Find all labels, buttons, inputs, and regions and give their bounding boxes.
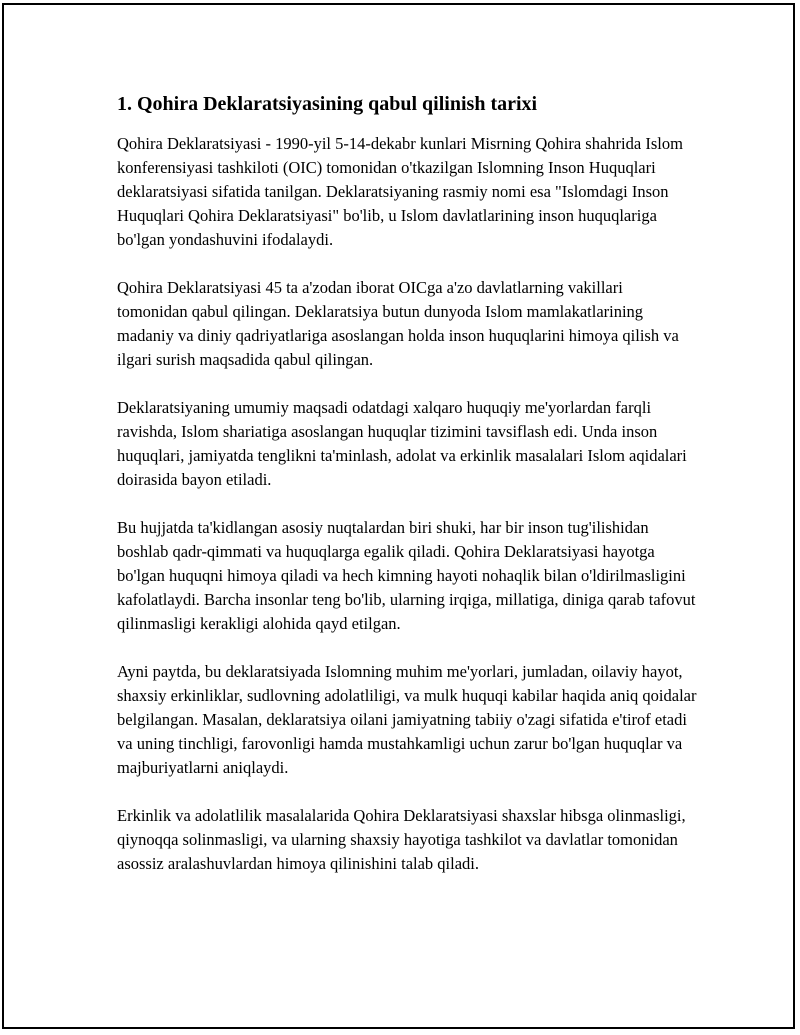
paragraph-6: Erkinlik va adolatlilik masalalarida Qohira Deklaratsiyasi shaxslar hibsga olinmasligi, qiynoqqa solinmasligi, va ularning shaxsiy hayotiga tashkilot va davlatlar tomonidan asossiz aralashuvlardan himoya qilinishini talab qiladi. xyxy=(117,806,686,873)
paragraph-5: Ayni paytda, bu deklaratsiyada Islomning muhim me'yorlari, jumladan, oilaviy hayot, shaxsiy erkinliklar, sudlovning adolatliligi, va mulk huquqi kabilar haqida aniq qoidalar belgilangan. Masalan, deklaratsiya oilani jamiyatning tabiiy o'zagi sifatida e'tirof etadi va uning tinchligi, farovonligi hamda mustahkamligi uchun zarur bo'lgan huquqlar va majburiyatlarni aniqlaydi. xyxy=(117,662,697,777)
paragraph-3: Deklaratsiyaning umumiy maqsadi odatdagi xalqaro huquqiy me'yorlardan farqli ravishda, Islom shariatiga asoslangan huquqlar tizimini tavsiflash edi. Unda inson huquqlari, jamiyatda tenglikni ta'minlash, adolat va erkinlik masalalari Islom aqidalari doirasida bayon etiladi. xyxy=(117,398,687,489)
document-body xyxy=(117,91,697,900)
paragraph-2: Qohira Deklaratsiyasi 45 ta a'zodan iborat OICga a'zo davlatlarning vakillari tomonidan qabul qilingan. Deklaratsiya butun dunyoda Islom mamlakatlarining madaniy va diniy qadriyatlariga asoslangan holda inson huquqlarini himoya qilish va ilgari surish maqsadida qabul qilingan. xyxy=(117,278,679,369)
section-heading: 1. Qohira Deklaratsiyasining qabul qilinish tarixi xyxy=(117,93,538,115)
paragraph-4: Bu hujjatda ta'kidlangan asosiy nuqtalardan biri shuki, har bir inson tug'ilishidan boshlab qadr-qimmati va huquqlarga egalik qiladi. Qohira Deklaratsiyasi hayotga bo'lgan huquqni himoya qiladi va hech kimning hayoti nohaqlik bilan o'ldirilmasligini kafolatlaydi. Barcha insonlar teng bo'lib, ularning irqiga, millatiga, diniga qarab tafovut qilinmasligi kerakligi alohida qayd etilgan. xyxy=(117,518,696,633)
paragraph-1: Qohira Deklaratsiyasi - 1990-yil 5-14-dekabr kunlari Misrning Qohira shahrida Islom konferensiyasi tashkiloti (OIC) tomonidan o'tkazilgan Islomning Inson Huquqlari deklaratsiyasi sifatida tanilgan. Deklaratsiyaning rasmiy nomi esa "Islomdagi Inson Huquqlari Qohira Deklaratsiyasi" bo'lib, u Islom davlatlarining inson huquqlariga bo'lgan yondashuvini ifodalaydi. xyxy=(117,134,683,249)
